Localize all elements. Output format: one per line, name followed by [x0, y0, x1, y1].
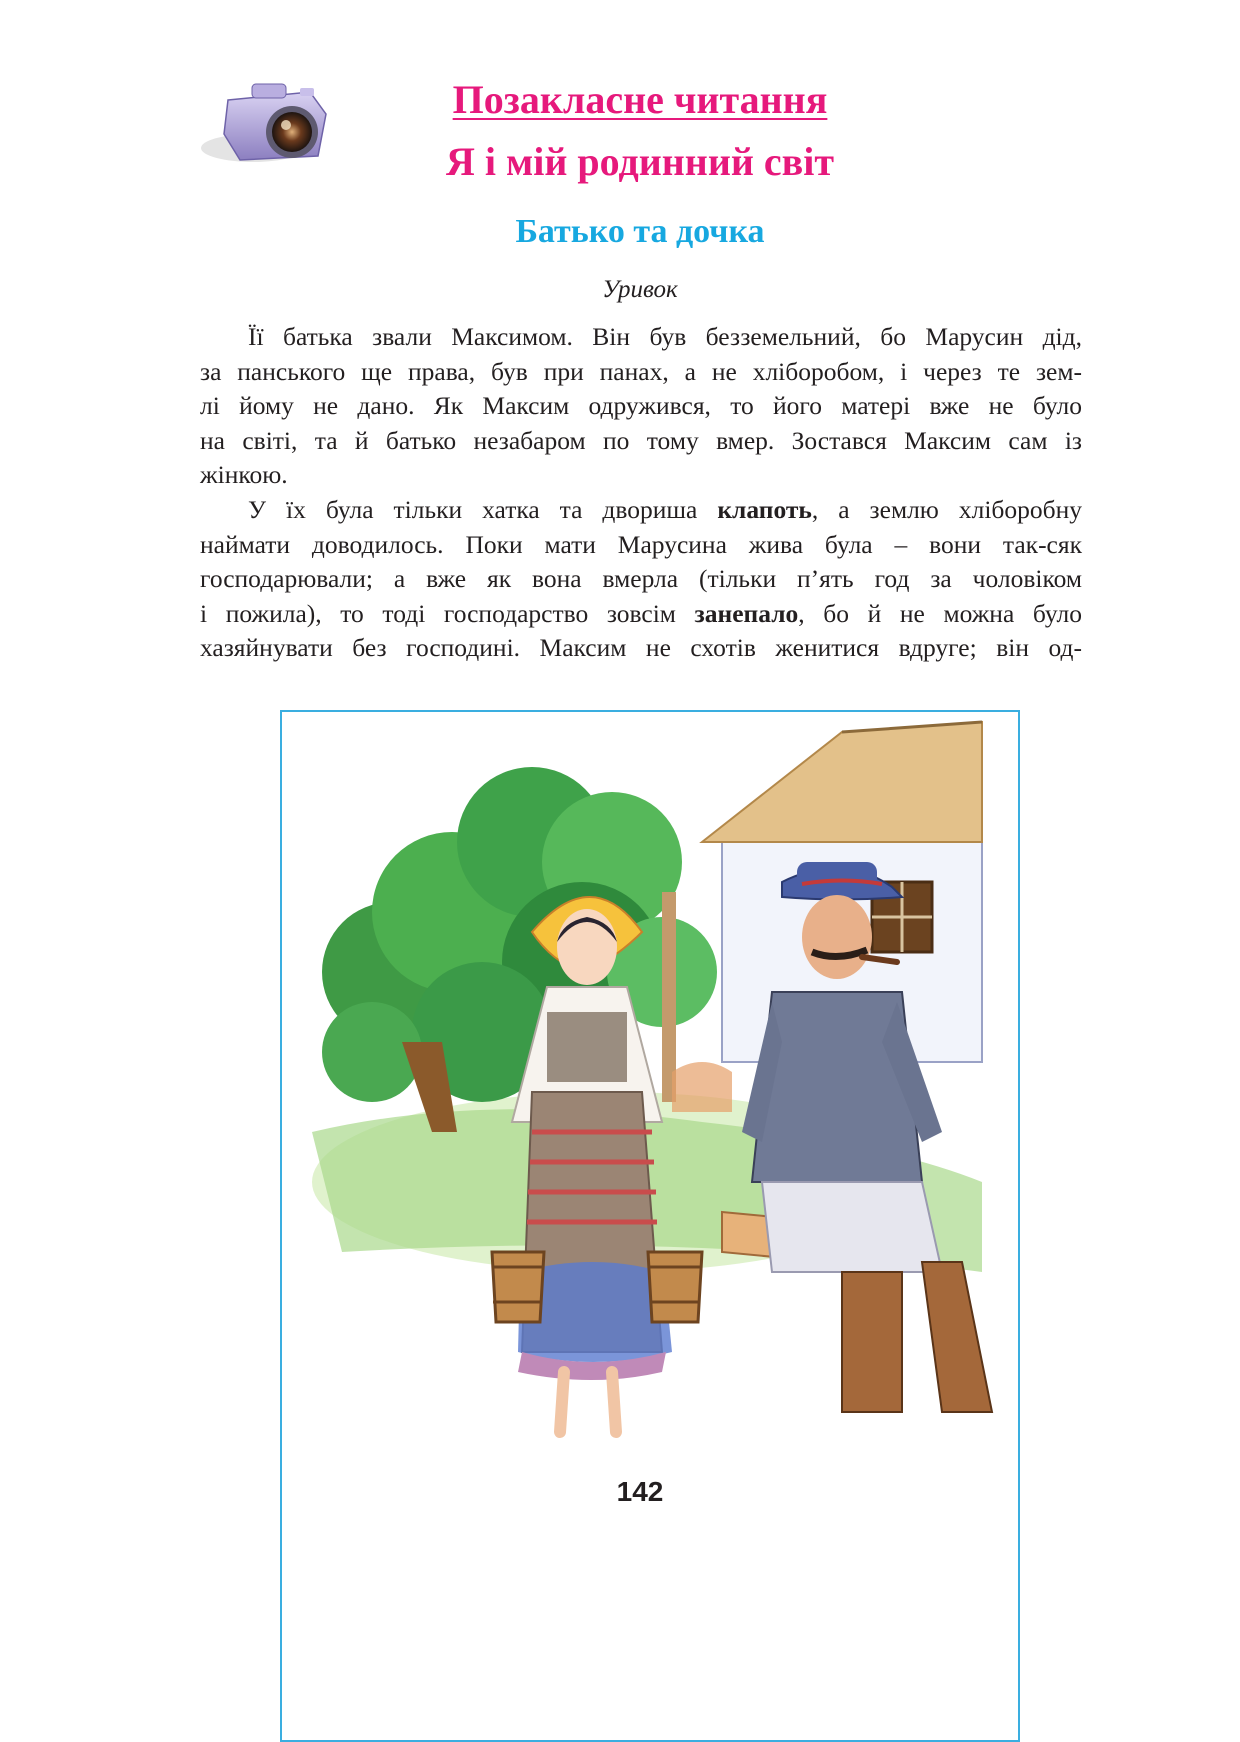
text-line: лі йому не дано. Як Максим одружився, то його матері вже не було — [200, 391, 1082, 421]
text-line: і пожила), то тоді господарство зовсім занепало, бо й не можна було — [200, 598, 1082, 628]
story-subtitle: Уривок — [602, 276, 678, 303]
story-text — [200, 320, 1082, 666]
theme-title: Я і мій родинний світ — [445, 139, 835, 184]
section-title: Позакласне читання — [452, 77, 828, 122]
term-zanepalo: занепало — [694, 598, 799, 628]
camera-icon — [198, 78, 338, 170]
text-line: хазяйнувати без господині. Максим не схотів женитися вдруге; він од- — [200, 633, 1082, 663]
trees — [322, 767, 717, 1132]
text-line: за панського ще права, був при панах, а не хліборобом, і через те зем- — [200, 356, 1082, 386]
term-klapot: клапоть — [717, 494, 812, 524]
page-number: 142 — [616, 1476, 664, 1507]
illustration-frame — [280, 710, 1020, 1742]
text-line: У їх була тільки хатка та двориша клапоть, а землю хліборобну — [248, 494, 1083, 524]
text-line: на світі, та й батько незабаром по тому вмер. Зостався Максим сам із — [200, 425, 1082, 455]
text-line: жінкою. — [200, 460, 288, 490]
text-line: Її батька звали Максимом. Він був безземельний, бо Марусин дід, — [248, 322, 1082, 351]
text-line: наймати доводилось. Поки мати Марусина жива була – вони так-сяк — [200, 529, 1082, 559]
text-line: господарювали; а вже як вона вмерла (тільки п’ять год за чоловіком — [200, 564, 1082, 594]
story-title: Батько та дочка — [515, 213, 765, 250]
illustration — [282, 712, 1018, 1740]
